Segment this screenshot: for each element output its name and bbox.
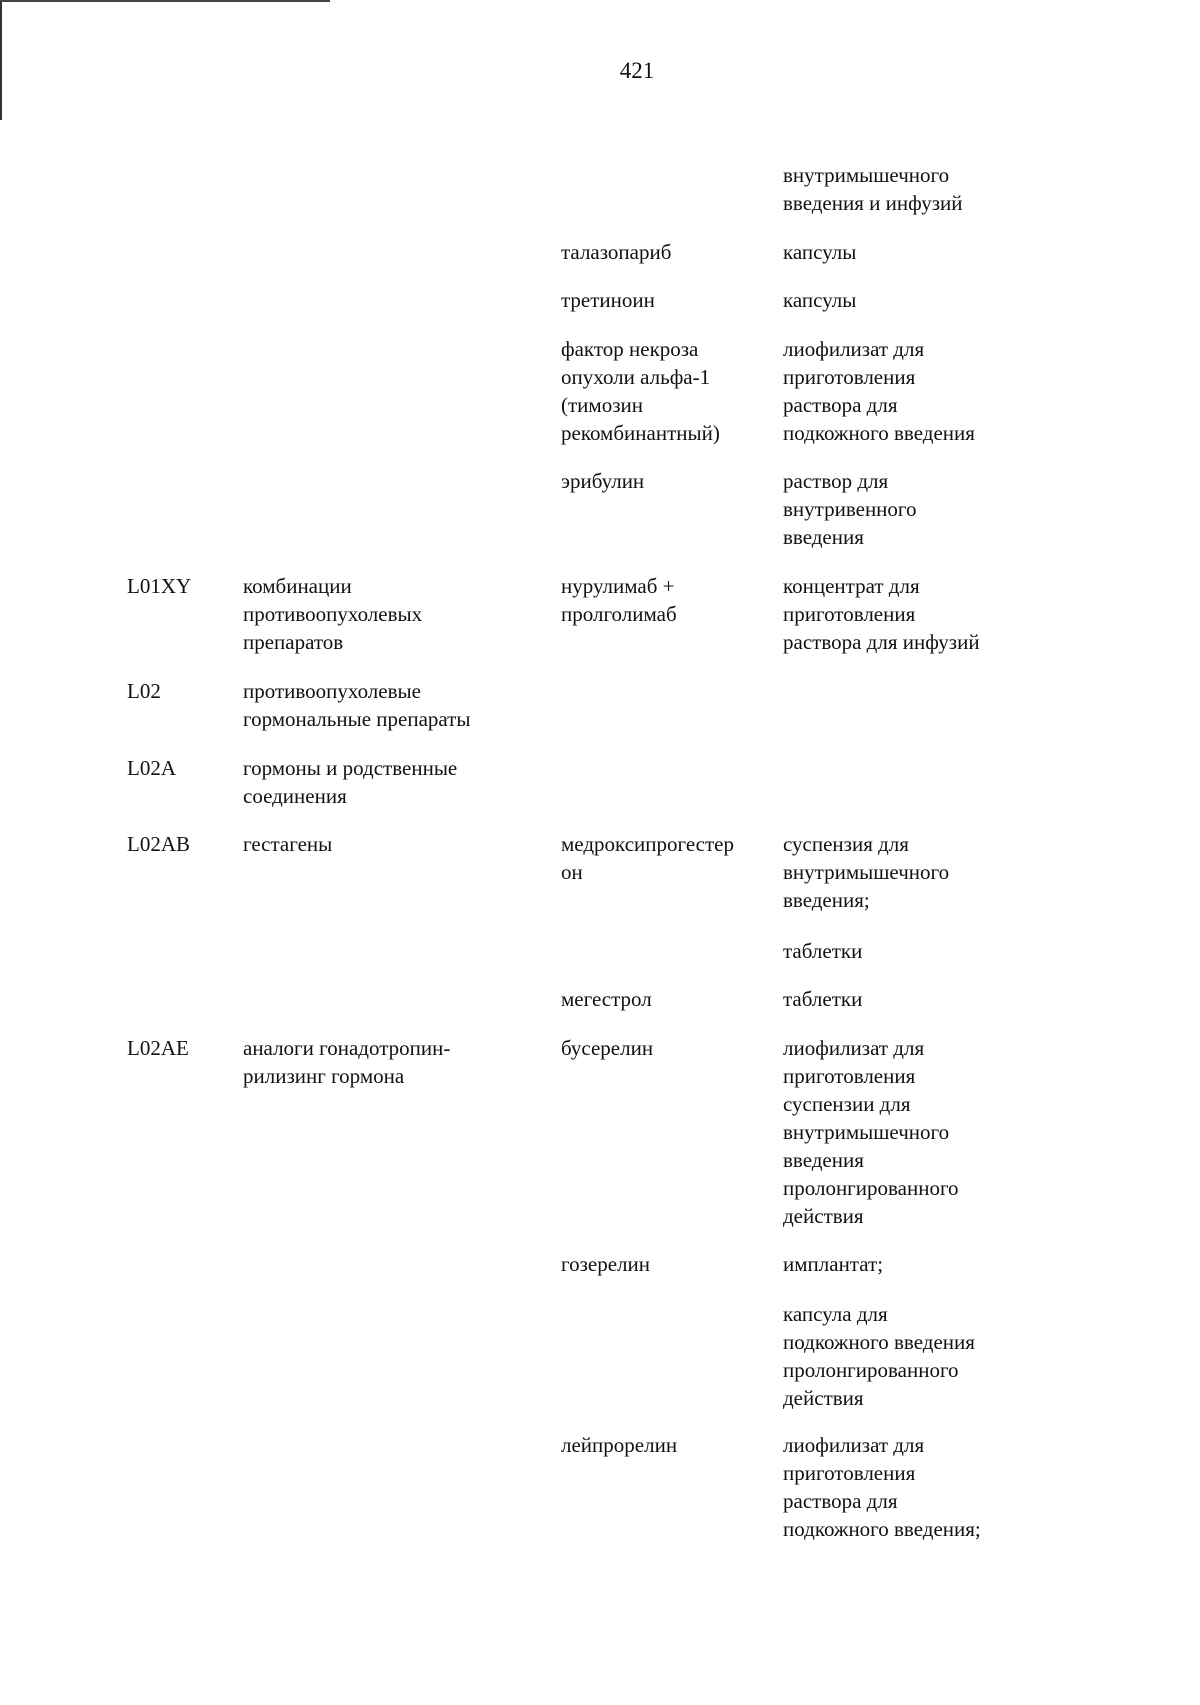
atc-group-name: противоопухолевые гормональные препараты <box>243 679 471 731</box>
atc-group-name: комбинации противоопухолевых препаратов <box>243 574 423 654</box>
atc-code: L02AE <box>127 1036 189 1060</box>
dosage-form: суспензия для внутримышечного введения; <box>783 832 950 912</box>
substance-name: эрибулин <box>561 469 645 493</box>
substance-name: гозерелин <box>561 1252 650 1276</box>
substance-name: медроксипрогестер он <box>561 832 734 884</box>
substance-name: фактор некроза опухоли альфа-1 (тимозин рекомбинантный) <box>561 337 720 445</box>
substance-name: мегестрол <box>561 987 652 1011</box>
dosage-form: капсулы <box>783 240 857 264</box>
dosage-form: лиофилизат для приготовления раствора для подкожного введения; <box>783 1433 981 1541</box>
dosage-form: имплантат; <box>783 1252 884 1276</box>
dosage-form: капсулы <box>783 288 857 312</box>
scan-edge-top <box>0 0 330 2</box>
substance-name: талазопариб <box>561 240 672 264</box>
dosage-form: лиофилизат для приготовления раствора для подкожного введения <box>783 337 975 445</box>
atc-group-name: гормоны и родственные соединения <box>243 756 458 808</box>
dosage-form: внутримышечного введения и инфузий <box>783 163 963 215</box>
dosage-form: капсула для подкожного введения пролонгированного действия <box>783 1302 975 1410</box>
substance-name: лейпрорелин <box>561 1433 678 1457</box>
dosage-form: таблетки <box>783 987 863 1011</box>
dosage-form: таблетки <box>783 939 863 963</box>
atc-group-name: гестагены <box>243 832 333 856</box>
atc-code: L02 <box>127 679 161 703</box>
substance-name: третиноин <box>561 288 655 312</box>
dosage-form: лиофилизат для приготовления суспензии для внутримышечного введения пролонгированного действия <box>783 1036 959 1228</box>
substance-name: бусерелин <box>561 1036 654 1060</box>
atc-group-name: аналоги гонадотропин- рилизинг гормона <box>243 1036 451 1088</box>
atc-code: L01XY <box>127 574 192 598</box>
substance-name: нурулимаб + пролголимаб <box>561 574 677 626</box>
dosage-form: концентрат для приготовления раствора для инфузий <box>783 574 980 654</box>
atc-code: L02AB <box>127 832 190 856</box>
page-number: 421 <box>619 58 655 83</box>
dosage-form: раствор для внутривенного введения <box>783 469 917 549</box>
atc-code: L02A <box>127 756 176 780</box>
